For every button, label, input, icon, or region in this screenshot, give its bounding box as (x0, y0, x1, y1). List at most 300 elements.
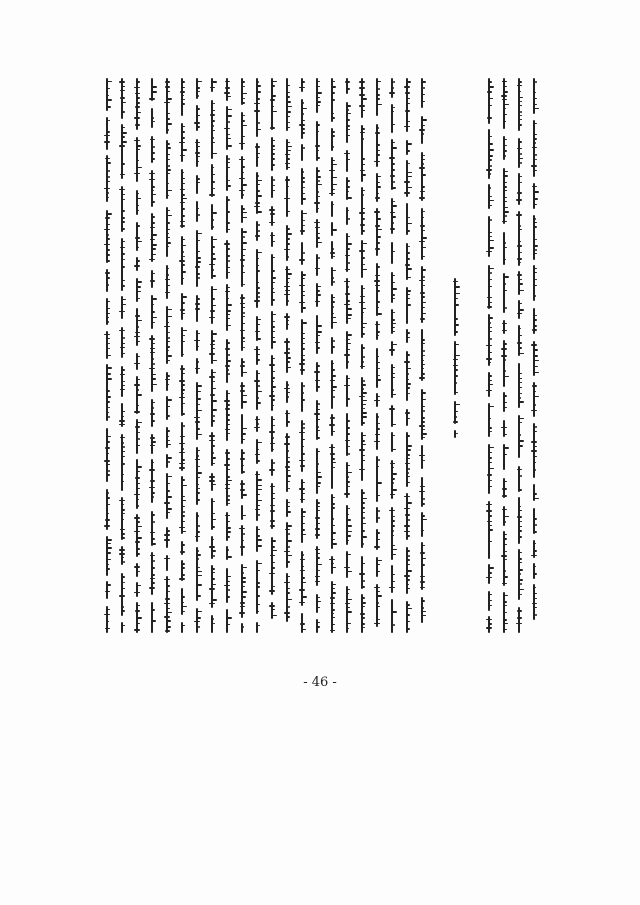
script-glyph (209, 440, 215, 441)
script-glyph (316, 376, 318, 378)
script-glyph (135, 315, 140, 317)
script-glyph (196, 575, 202, 576)
script-glyph (420, 581, 425, 583)
script-glyph (393, 181, 395, 183)
script-glyph (346, 391, 348, 393)
script-glyph (166, 309, 172, 310)
script-glyph (533, 222, 537, 223)
script-glyph (136, 405, 139, 406)
script-glyph (533, 349, 538, 351)
script-glyph (209, 376, 215, 378)
script-glyph (271, 405, 274, 406)
text-line (401, 78, 415, 633)
script-glyph (195, 152, 200, 154)
script-glyph (535, 524, 537, 526)
script-glyph (256, 157, 259, 158)
script-glyph (518, 489, 522, 491)
script-glyph (226, 115, 232, 117)
script-glyph (138, 438, 140, 440)
script-glyph (134, 411, 140, 413)
script-glyph (226, 612, 228, 613)
script-glyph (166, 512, 170, 513)
script-glyph (344, 281, 350, 282)
script-glyph (241, 494, 247, 496)
script-glyph (316, 419, 320, 420)
script-glyph (258, 224, 260, 226)
script-glyph (330, 597, 335, 599)
script-glyph (406, 502, 412, 504)
script-glyph (301, 392, 304, 394)
script-glyph (181, 149, 187, 151)
script-glyph (166, 415, 170, 417)
script-glyph (376, 137, 378, 139)
script-glyph (360, 366, 365, 367)
script-glyph (361, 312, 364, 313)
script-glyph (391, 520, 395, 522)
script-word (121, 186, 123, 232)
script-glyph (182, 389, 185, 391)
script-glyph (271, 158, 275, 160)
script-glyph (361, 308, 366, 309)
script-glyph (228, 503, 230, 504)
script-glyph (137, 379, 140, 380)
script-glyph (299, 302, 305, 303)
script-glyph (106, 543, 111, 544)
script-glyph (226, 342, 230, 344)
script-glyph (421, 530, 424, 531)
script-glyph (316, 318, 318, 319)
script-glyph (517, 274, 522, 276)
script-glyph (504, 139, 507, 140)
script-glyph (226, 211, 230, 213)
script-glyph (226, 318, 230, 319)
script-glyph (454, 344, 459, 345)
script-glyph (181, 278, 184, 279)
script-glyph (345, 81, 350, 83)
script-glyph (376, 331, 380, 333)
script-glyph (532, 329, 537, 331)
script-glyph (317, 557, 320, 559)
script-glyph (389, 587, 395, 588)
script-glyph (256, 252, 262, 253)
script-glyph (361, 473, 363, 475)
script-glyph (390, 212, 395, 213)
script-glyph (211, 457, 216, 459)
script-glyph (391, 255, 393, 257)
script-glyph (242, 102, 245, 104)
script-glyph (121, 111, 125, 113)
script-glyph (301, 329, 303, 331)
script-glyph (211, 599, 217, 601)
script-glyph (121, 210, 125, 212)
script-glyph (391, 424, 396, 425)
script-glyph (226, 624, 230, 625)
script-glyph (104, 188, 110, 189)
script-glyph (490, 480, 492, 481)
script-glyph (166, 440, 170, 441)
script-glyph (376, 495, 380, 496)
script-glyph (302, 278, 305, 279)
script-glyph (122, 163, 125, 165)
script-glyph (406, 258, 410, 260)
script-glyph (533, 550, 537, 552)
script-glyph (377, 182, 380, 183)
script-glyph (421, 600, 425, 602)
script-glyph (316, 325, 322, 327)
script-glyph (488, 187, 491, 189)
script-glyph (301, 348, 305, 350)
script-glyph (288, 122, 290, 123)
script-glyph (376, 242, 380, 244)
script-glyph (150, 532, 155, 533)
script-glyph (122, 509, 125, 511)
script-glyph (228, 121, 230, 123)
script-glyph (332, 525, 335, 526)
script-glyph (211, 289, 217, 290)
script-glyph (106, 453, 109, 454)
script-glyph (317, 451, 320, 452)
script-glyph (228, 495, 230, 497)
script-glyph (488, 362, 491, 363)
script-glyph (488, 149, 494, 151)
script-glyph (182, 496, 185, 497)
script-glyph (181, 271, 186, 273)
script-glyph (503, 296, 505, 297)
script-glyph (286, 417, 288, 419)
script-glyph (489, 525, 492, 526)
script-glyph (301, 359, 305, 361)
script-glyph (194, 122, 200, 124)
text-line (326, 78, 340, 633)
script-glyph (271, 194, 273, 195)
script-glyph (317, 607, 320, 608)
script-glyph (331, 322, 337, 323)
script-glyph (420, 576, 425, 577)
script-glyph (363, 380, 365, 382)
script-glyph (423, 460, 425, 461)
script-glyph (420, 587, 425, 588)
script-glyph (269, 431, 275, 433)
script-glyph (419, 197, 425, 199)
script-glyph (226, 499, 230, 501)
script-glyph (377, 532, 380, 534)
script-glyph (419, 129, 425, 131)
script-glyph (225, 484, 230, 485)
script-glyph (198, 488, 200, 489)
script-glyph (256, 630, 258, 632)
script-glyph (269, 395, 275, 397)
script-glyph (287, 278, 290, 279)
script-glyph (376, 602, 379, 604)
script-glyph (272, 326, 275, 328)
script-glyph (406, 304, 411, 306)
script-glyph (390, 494, 395, 495)
script-glyph (347, 349, 350, 350)
script-glyph (404, 192, 410, 194)
script-glyph (503, 343, 507, 345)
script-glyph (166, 215, 172, 216)
script-glyph (181, 606, 187, 607)
script-glyph (301, 566, 304, 567)
script-glyph (376, 482, 382, 484)
script-glyph (286, 470, 290, 471)
script-glyph (407, 550, 410, 552)
script-glyph (488, 427, 492, 429)
text-line (371, 78, 385, 633)
script-glyph (330, 453, 335, 455)
script-glyph (518, 452, 520, 453)
script-glyph (226, 549, 229, 551)
script-glyph (332, 624, 335, 625)
script-glyph (406, 311, 408, 312)
script-glyph (501, 555, 507, 557)
script-glyph (196, 204, 198, 205)
script-glyph (406, 383, 411, 385)
script-glyph (284, 551, 290, 552)
script-glyph (316, 626, 320, 628)
script-glyph (136, 97, 140, 99)
script-glyph (136, 341, 140, 342)
script-word (271, 483, 273, 529)
script-glyph (227, 469, 230, 470)
script-glyph (198, 626, 200, 628)
script-glyph (256, 270, 260, 272)
script-glyph (195, 421, 200, 423)
script-glyph (286, 592, 290, 594)
script-glyph (210, 394, 215, 396)
script-glyph (211, 539, 214, 540)
script-glyph (225, 488, 230, 489)
script-glyph (241, 337, 245, 339)
script-glyph (345, 603, 350, 604)
script-glyph (225, 81, 230, 82)
script-glyph (243, 115, 245, 116)
script-glyph (273, 462, 275, 464)
script-glyph (421, 466, 423, 467)
script-glyph (241, 194, 244, 196)
script-glyph (272, 241, 275, 242)
script-glyph (122, 280, 125, 281)
script-glyph (196, 95, 199, 97)
script-word (226, 196, 228, 233)
script-glyph (317, 597, 320, 598)
text-line (296, 78, 310, 633)
script-glyph (167, 118, 170, 120)
script-glyph (454, 311, 456, 312)
script-glyph (391, 216, 396, 218)
script-glyph (391, 414, 393, 416)
script-glyph (406, 608, 412, 609)
script-glyph (406, 81, 411, 83)
script-glyph (151, 407, 154, 409)
script-glyph (134, 592, 140, 593)
script-glyph (153, 521, 155, 523)
script-glyph (533, 360, 539, 361)
script-glyph (391, 288, 397, 290)
script-glyph (210, 87, 215, 88)
script-glyph (520, 475, 522, 477)
script-glyph (106, 552, 111, 554)
script-glyph (316, 523, 320, 524)
script-glyph (181, 103, 185, 105)
script-glyph (347, 135, 350, 136)
script-glyph (391, 581, 395, 582)
script-glyph (106, 181, 110, 182)
script-glyph (393, 201, 395, 202)
script-glyph (406, 332, 410, 334)
script-glyph (361, 422, 365, 424)
script-glyph (330, 417, 335, 419)
script-glyph (136, 153, 138, 154)
script-glyph (361, 190, 365, 191)
script-glyph (361, 617, 365, 619)
script-glyph (164, 502, 170, 504)
script-glyph (408, 555, 410, 557)
script-glyph (520, 111, 522, 113)
script-glyph (121, 205, 123, 207)
script-glyph (226, 310, 231, 312)
text-line (386, 78, 400, 633)
script-glyph (151, 117, 154, 119)
script-glyph (533, 86, 535, 88)
script-glyph (375, 434, 380, 435)
script-glyph (228, 260, 230, 262)
script-glyph (517, 148, 522, 149)
script-glyph (137, 356, 140, 357)
script-glyph (181, 630, 183, 631)
script-glyph (181, 531, 186, 532)
script-glyph (105, 628, 110, 629)
text-line (101, 78, 115, 633)
script-glyph (488, 331, 492, 332)
script-glyph (181, 245, 186, 246)
script-glyph (391, 602, 393, 603)
script-word (346, 331, 348, 369)
script-glyph (256, 324, 260, 325)
script-glyph (376, 229, 382, 230)
script-glyph (331, 363, 334, 364)
script-glyph (136, 483, 140, 484)
script-glyph (488, 352, 492, 353)
script-glyph (488, 515, 492, 517)
script-glyph (272, 140, 275, 141)
script-glyph (421, 570, 423, 571)
script-glyph (226, 145, 232, 147)
script-glyph (269, 573, 275, 574)
script-glyph (503, 303, 505, 305)
script-glyph (359, 94, 365, 96)
script-glyph (407, 252, 410, 254)
text-line (341, 78, 355, 633)
script-glyph (423, 545, 425, 546)
script-glyph (226, 325, 231, 326)
script-glyph (421, 503, 425, 505)
script-glyph (346, 628, 349, 629)
script-glyph (363, 264, 365, 265)
script-glyph (286, 150, 291, 151)
script-glyph (136, 198, 141, 199)
script-glyph (228, 373, 230, 375)
script-glyph (421, 302, 426, 303)
script-glyph (181, 602, 184, 603)
script-glyph (106, 166, 108, 167)
script-glyph (520, 182, 522, 183)
script-glyph (407, 564, 410, 565)
script-glyph (377, 428, 380, 430)
script-glyph (331, 473, 333, 475)
script-glyph (533, 607, 537, 608)
script-glyph (108, 343, 110, 344)
script-glyph (330, 603, 335, 604)
script-glyph (242, 81, 245, 83)
script-glyph (286, 282, 289, 283)
script-glyph (257, 287, 260, 289)
script-glyph (302, 343, 305, 344)
script-glyph (211, 167, 214, 168)
script-glyph (284, 443, 290, 445)
script-glyph (211, 137, 214, 139)
script-glyph (271, 122, 273, 124)
script-glyph (254, 427, 260, 428)
script-glyph (135, 610, 140, 612)
script-word (136, 419, 138, 454)
script-glyph (228, 180, 230, 181)
script-glyph (211, 258, 216, 260)
script-glyph (152, 158, 155, 160)
script-glyph (239, 143, 245, 144)
script-glyph (226, 205, 228, 206)
script-glyph (106, 81, 112, 82)
script-glyph (256, 129, 261, 130)
script-glyph (121, 606, 124, 608)
script-glyph (211, 507, 213, 509)
script-glyph (241, 417, 243, 419)
script-glyph (420, 225, 425, 227)
script-glyph (533, 487, 535, 488)
script-glyph (406, 337, 410, 338)
script-glyph (361, 464, 363, 465)
script-glyph (421, 256, 425, 257)
script-glyph (300, 570, 305, 571)
script-word (316, 499, 318, 539)
script-glyph (518, 303, 522, 304)
script-glyph (331, 539, 335, 540)
script-glyph (258, 514, 260, 516)
script-glyph (256, 180, 262, 181)
script-glyph (406, 143, 412, 145)
script-glyph (107, 504, 110, 505)
script-glyph (180, 551, 185, 553)
script-glyph (391, 467, 394, 468)
script-glyph (121, 557, 124, 558)
script-glyph (151, 378, 156, 380)
script-glyph (301, 128, 305, 130)
script-glyph (271, 550, 277, 551)
script-glyph (331, 208, 333, 209)
script-glyph (331, 277, 334, 279)
script-glyph (209, 317, 215, 318)
script-glyph (181, 215, 185, 217)
script-glyph (318, 81, 320, 82)
script-glyph (181, 178, 185, 179)
script-glyph (150, 578, 155, 579)
script-glyph (346, 611, 352, 613)
script-glyph (224, 243, 230, 245)
script-glyph (256, 81, 259, 83)
script-glyph (181, 81, 185, 83)
script-glyph (241, 255, 245, 256)
script-glyph (196, 298, 200, 300)
